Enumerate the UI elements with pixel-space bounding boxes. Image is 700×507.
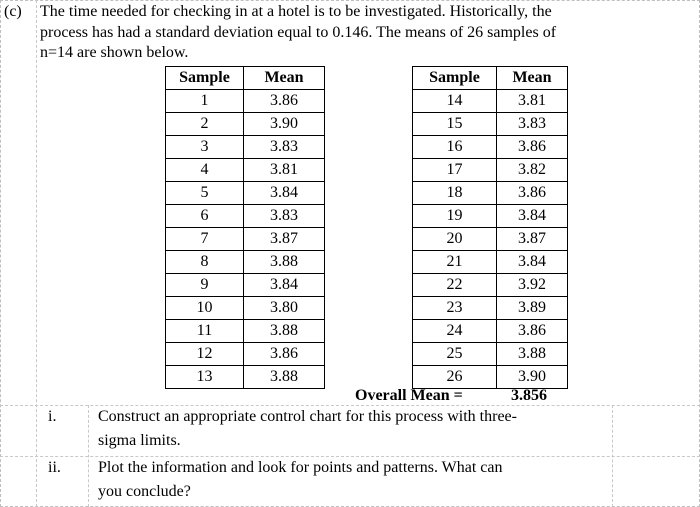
sample-cell: 13 (166, 366, 244, 389)
table-row (413, 251, 568, 274)
intro-line-1: (c) The time needed for checking in at a hotel is to be investigated. Historically, the (4, 2, 694, 23)
sample-cell: 19 (413, 205, 497, 228)
mean-cell: 3.80 (244, 297, 325, 320)
table-header-row (413, 67, 568, 90)
table-row (413, 136, 568, 159)
mean-cell: 3.83 (244, 205, 325, 228)
mean-cell: 3.84 (244, 274, 325, 297)
table-row (413, 205, 568, 228)
sample-cell: 12 (166, 343, 244, 366)
table-row (413, 297, 568, 320)
mean-cell: 3.83 (244, 136, 325, 159)
mean-cell: 3.81 (244, 159, 325, 182)
sample-cell: 25 (413, 343, 497, 366)
table-row (413, 343, 568, 366)
sample-cell: 11 (166, 320, 244, 343)
sample-cell: 20 (413, 228, 497, 251)
sample-cell: 4 (166, 159, 244, 182)
question-intro (4, 2, 694, 64)
question-ii (48, 456, 648, 506)
sample-cell: 9 (166, 274, 244, 297)
table-row (413, 90, 568, 113)
mean-cell: 3.88 (244, 251, 325, 274)
sample-cell: 22 (413, 274, 497, 297)
sample-cell: 21 (413, 251, 497, 274)
table-row (413, 182, 568, 205)
mean-cell: 3.88 (244, 320, 325, 343)
sample-cell: 3 (166, 136, 244, 159)
overall-mean-label: Overall Mean = (355, 387, 463, 404)
header-sample: Sample (166, 67, 244, 90)
mean-cell: 3.86 (497, 182, 568, 205)
sample-cell: 14 (413, 90, 497, 113)
table-row (166, 182, 325, 205)
mean-cell: 3.86 (244, 343, 325, 366)
mean-cell: 3.82 (497, 159, 568, 182)
sample-cell: 26 (413, 366, 497, 389)
question-text: Construct an appropriate control chart for this process with three- sigma limits. (98, 408, 517, 449)
intro-line-3: n=14 are shown below. (40, 44, 189, 61)
mean-cell: 3.84 (497, 205, 568, 228)
sample-cell: 7 (166, 228, 244, 251)
header-mean: Mean (244, 67, 325, 90)
table-row (413, 159, 568, 182)
mean-cell: 3.90 (497, 366, 568, 389)
mean-cell: 3.87 (497, 228, 568, 251)
intro-line-2: process has had a standard deviation equal to 0.146. The means of 26 samples of (40, 23, 557, 41)
question-number: i. (48, 408, 57, 425)
table-row (166, 343, 325, 366)
table-row (166, 228, 325, 251)
table-row (166, 274, 325, 297)
sample-cell: 24 (413, 320, 497, 343)
sample-cell: 23 (413, 297, 497, 320)
guide-line (36, 0, 37, 507)
sample-cell: 2 (166, 113, 244, 136)
mean-cell: 3.88 (244, 366, 325, 389)
header-mean: Mean (497, 67, 568, 90)
table-row (166, 251, 325, 274)
sample-cell: 6 (166, 205, 244, 228)
question-text: Plot the information and look for points and patterns. What can you conclude? (98, 459, 503, 500)
part-label: (c) (4, 3, 22, 20)
mean-cell: 3.84 (497, 251, 568, 274)
mean-cell: 3.86 (244, 90, 325, 113)
table-row (166, 205, 325, 228)
table-row (413, 113, 568, 136)
samples-table-left (165, 66, 325, 389)
sample-cell: 16 (413, 136, 497, 159)
table-row (413, 320, 568, 343)
mean-cell: 3.87 (244, 228, 325, 251)
mean-cell: 3.81 (497, 90, 568, 113)
table-row (413, 274, 568, 297)
overall-mean (355, 386, 547, 406)
mean-cell: 3.86 (497, 320, 568, 343)
table-row (166, 366, 325, 389)
mean-cell: 3.83 (497, 113, 568, 136)
mean-cell: 3.88 (497, 343, 568, 366)
sample-cell: 5 (166, 182, 244, 205)
table-row (166, 297, 325, 320)
sample-cell: 15 (413, 113, 497, 136)
table-header-row (166, 67, 325, 90)
sample-cell: 8 (166, 251, 244, 274)
table-row (166, 113, 325, 136)
sample-cell: 18 (413, 182, 497, 205)
sample-cell: 10 (166, 297, 244, 320)
table-row (413, 228, 568, 251)
table-row (166, 136, 325, 159)
question-i (48, 405, 648, 455)
table-row (166, 320, 325, 343)
overall-mean-value: 3.856 (511, 387, 547, 404)
table-row (166, 159, 325, 182)
mean-cell: 3.86 (497, 136, 568, 159)
mean-cell: 3.92 (497, 274, 568, 297)
sample-cell: 17 (413, 159, 497, 182)
mean-cell: 3.84 (244, 182, 325, 205)
header-sample: Sample (413, 67, 497, 90)
sample-cell: 1 (166, 90, 244, 113)
table-row (166, 90, 325, 113)
mean-cell: 3.90 (244, 113, 325, 136)
samples-table-right (412, 66, 568, 389)
mean-cell: 3.89 (497, 297, 568, 320)
question-number: ii. (48, 459, 61, 476)
